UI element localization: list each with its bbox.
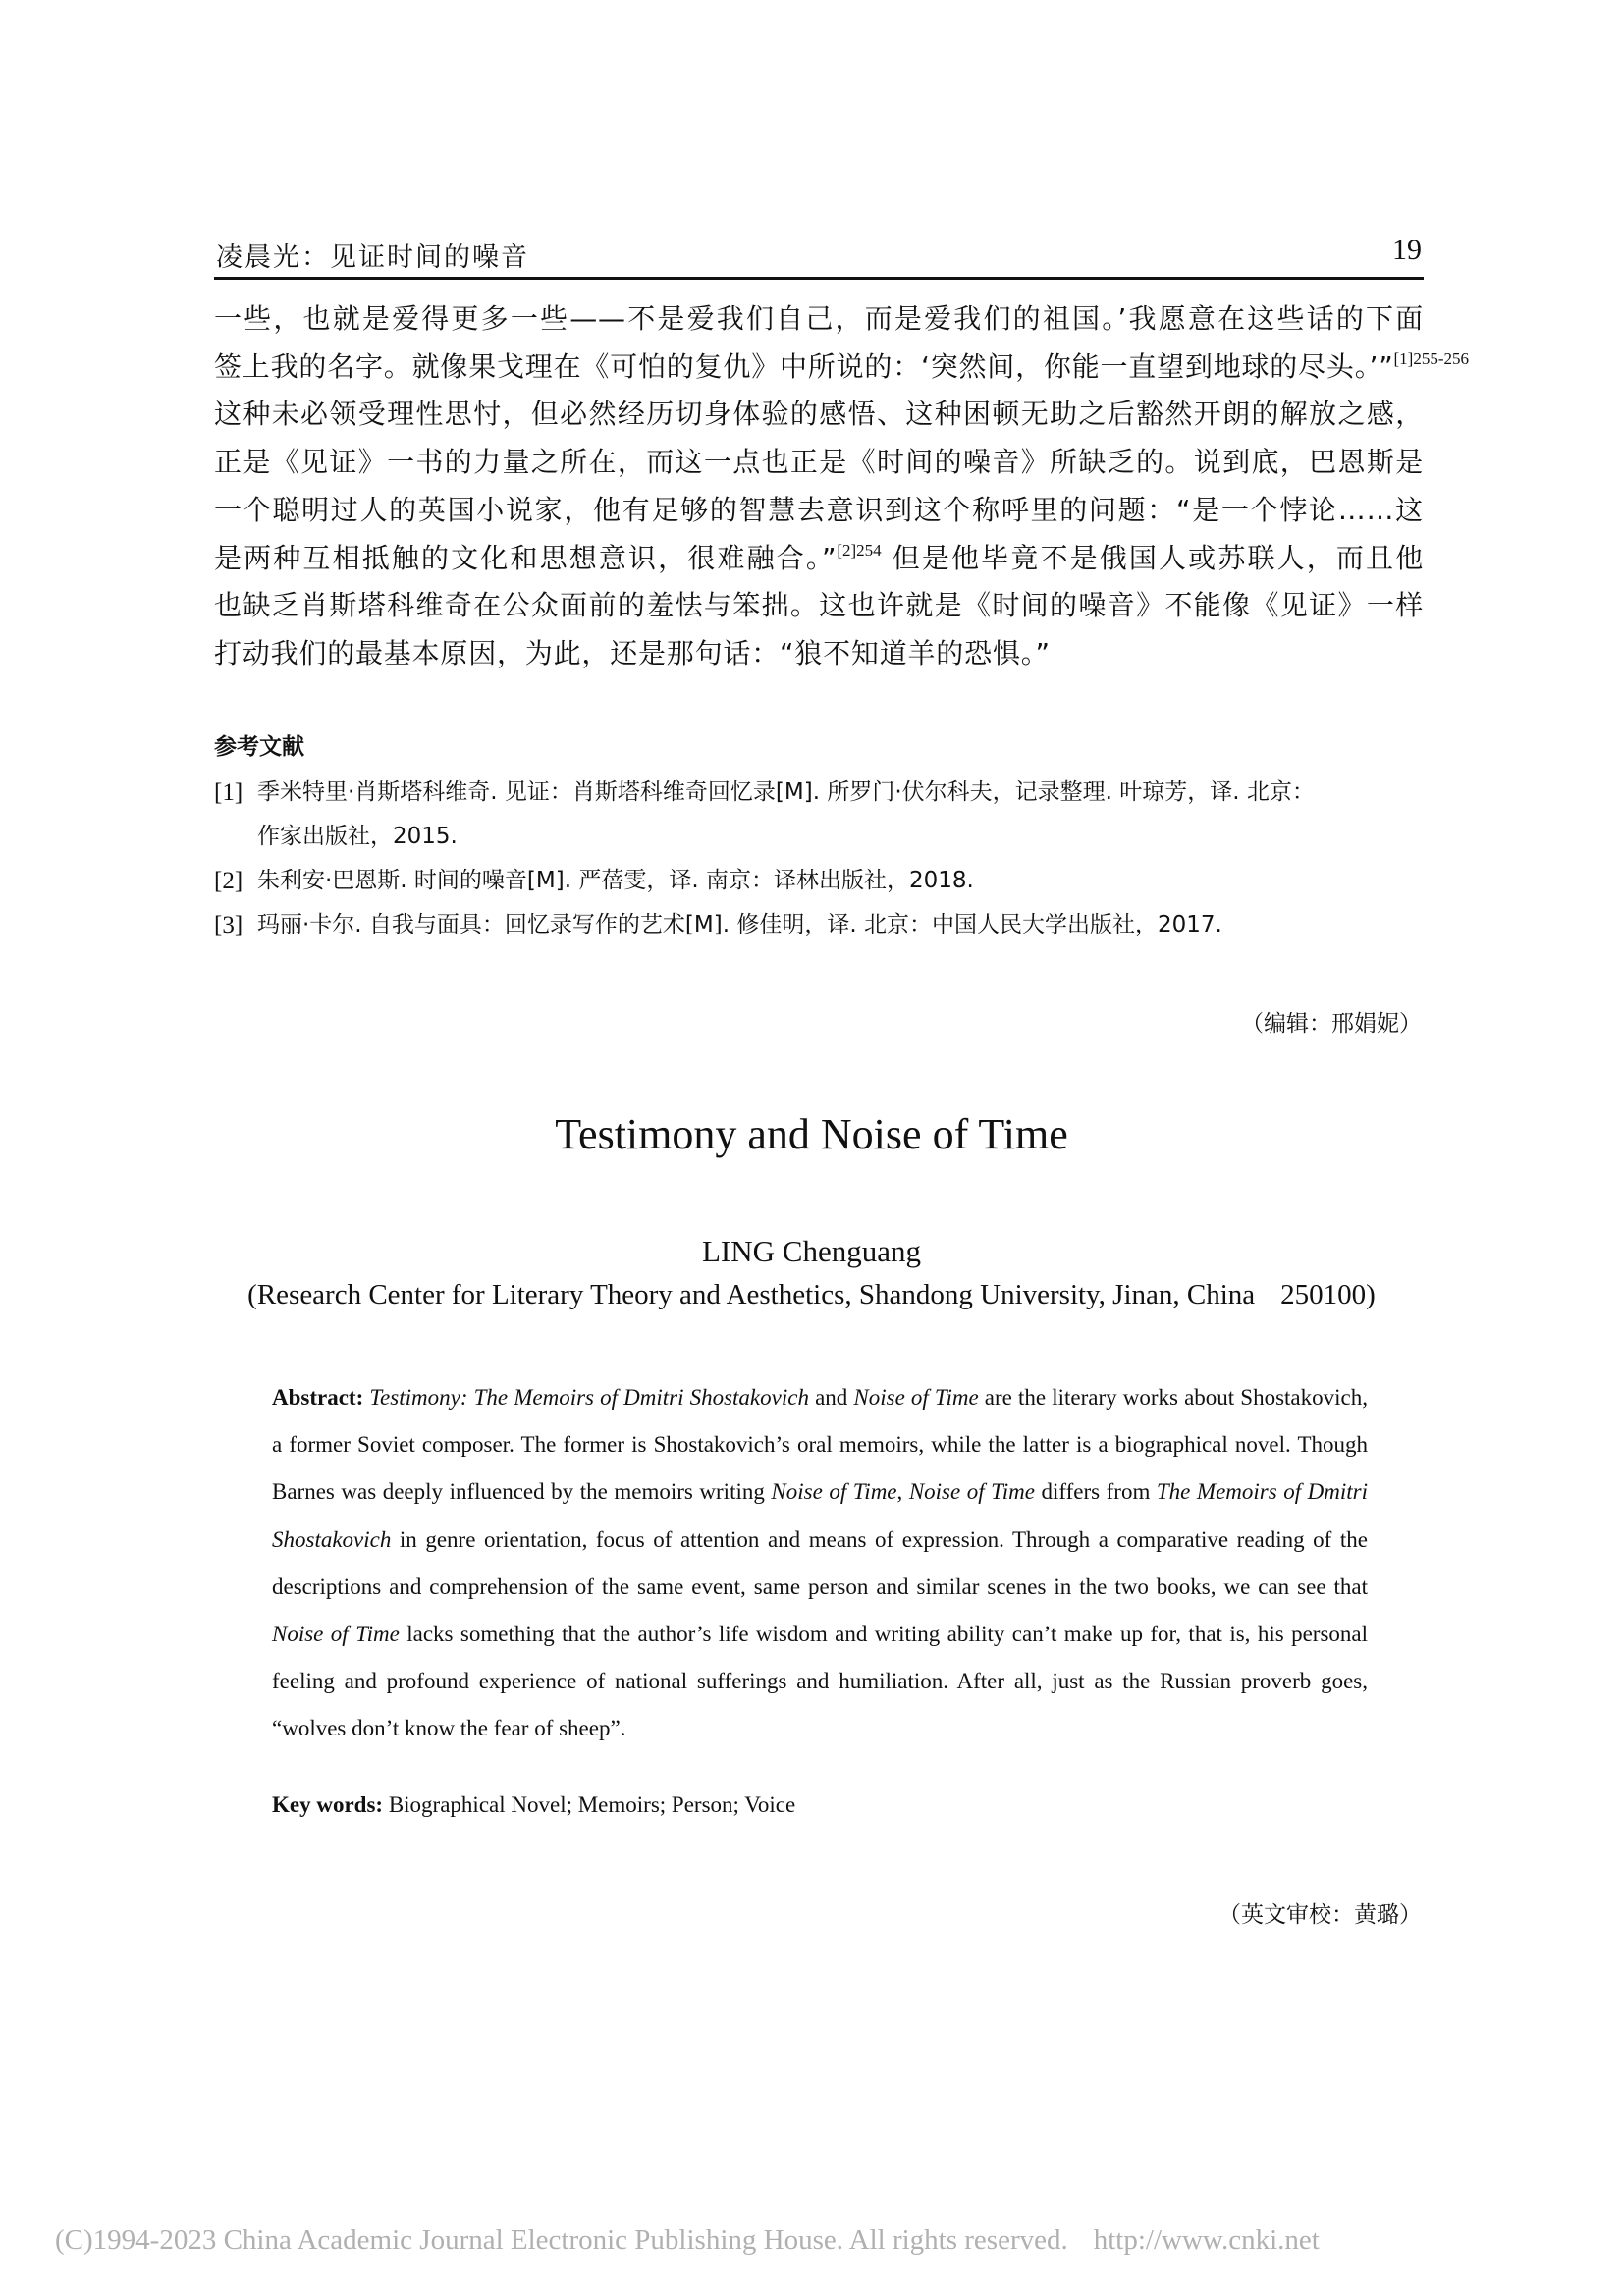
reference-text-continued: 作家出版社，2015. [257, 824, 458, 849]
cnki-url: http://www.cnki.net [1093, 2224, 1320, 2256]
body-line: 也缺乏肖斯塔科维奇在公众面前的羞怯与笨拙。这也许就是《时间的噪音》不能像《见证》一样 [214, 589, 1424, 622]
reference-item [214, 903, 1424, 947]
body-line: 一些，也就是爱得更多一些——不是爱我们自己，而是爱我们的祖国。’我愿意在这些话的下面 [214, 302, 1424, 335]
abstract-italic-title: Noise of Time [853, 1385, 979, 1410]
english-keywords [272, 1792, 795, 1818]
references-list [214, 771, 1424, 947]
abstract-italic-title: Noise of Time [908, 1479, 1035, 1505]
running-title: 凌晨光：见证时间的噪音 [216, 242, 529, 273]
keywords-value: Biographical Novel; Memoirs; Person; Voice [383, 1792, 796, 1817]
reference-number: [2] [214, 868, 243, 894]
keywords-label: Key words: [272, 1792, 384, 1817]
reference-text: 季米特里·肖斯塔科维奇. 见证：肖斯塔科维奇回忆录[M]. 所罗门·伏尔科夫，记录整理. 叶琼芳，译. 北京： [257, 779, 1315, 805]
reference-text: 朱利安·巴恩斯. 时间的噪音[M]. 严蓓雯，译. 南京：译林出版社，2018. [257, 868, 974, 893]
abstract-italic-title: Noise of Time [771, 1479, 897, 1505]
body-line: 正是《见证》一书的力量之所在，而这一点也正是《时间的噪音》所缺乏的。说到底，巴恩斯是 [214, 446, 1424, 479]
page-header [214, 234, 1424, 280]
abstract-text: in genre orientation, focus of attention and means of expression. Through a comparative reading of the descriptions and comprehension of the same event, same person and similar scenes in the two books, we can see that [272, 1526, 1368, 1599]
postcode: 250100) [1280, 1279, 1376, 1310]
body-line: 这种未必领受理性思忖，但必然经历切身体验的感悟、这种困顿无助之后豁然开朗的解放之感， [214, 398, 1424, 431]
page-number: 19 [1392, 234, 1422, 266]
english-abstract [272, 1374, 1368, 1753]
reference-number: [3] [214, 912, 243, 938]
footer-copyright [55, 2224, 1320, 2257]
reference-number: [1] [214, 779, 243, 806]
reference-item [214, 859, 1424, 903]
proofreader-note: （英文审校：黄璐） [1218, 1902, 1422, 1928]
abstract-text: , [896, 1479, 909, 1505]
abstract-italic-title: Noise of Time [272, 1622, 400, 1647]
abstract-label: Abstract: [272, 1385, 364, 1410]
reference-item [214, 771, 1424, 859]
body-text [214, 295, 1469, 678]
english-affiliation: (Research Center for Literary Theory and Aesthetics, Shandong University, Jinan, China 250100) [247, 1279, 1376, 1310]
references-heading: 参考文献 [214, 734, 304, 760]
body-line: 一个聪明过人的英国小说家，他有足够的智慧去意识到这个称呼里的问题：“是一个悖论……这 [214, 493, 1424, 526]
citation-marker: [1]255-256 [1393, 348, 1469, 368]
reference-text: 玛丽·卡尔. 自我与面具：回忆录写作的艺术[M]. 修佳明，译. 北京：中国人民大学出版社，2017. [257, 912, 1222, 937]
abstract-text: differs from [1034, 1479, 1157, 1505]
abstract-italic-title: The Memoirs of Dmitri Shostakovich [272, 1479, 1369, 1552]
english-title: Testimony and Noise of Time [555, 1110, 1068, 1158]
abstract-body [272, 1385, 1368, 1740]
abstract-text: and [808, 1385, 854, 1410]
english-author: LING Chenguang [702, 1234, 921, 1268]
body-line: 打动我们的最基本原因，为此，还是那句话：“狼不知道羊的恐惧。” [214, 636, 1051, 669]
abstract-italic-title: Testimony: The Memoirs of Dmitri Shostakovich [369, 1385, 809, 1410]
citation-marker: [2]254 [837, 540, 882, 560]
abstract-text: are the literary works about Shostakovich, a former Soviet composer. The former is Shostakovich’s oral memoirs, while the latter is a biographical novel. Though Barnes was deeply influenced by the memoirs writing [272, 1385, 1368, 1505]
copyright-text: (C)1994-2023 China Academic Journal Electronic Publishing House. All rights reserved. [55, 2224, 1068, 2256]
abstract-text: lacks something that the author’s life wisdom and writing ability can’t make up for, that is, his personal feeling and profound experience of national sufferings and humiliation. After all, just as the Russian proverb goes, “wolves don’t know the fear of sheep”. [272, 1622, 1368, 1741]
editor-note: （编辑：邢娟妮） [1241, 1011, 1422, 1037]
body-line: 是两种互相抵触的文化和思想意识，很难融合。”$^{[2]254}$ 但是他毕竟不是俄国人或苏联人，而且他 [214, 540, 1424, 574]
body-line: 签上我的名字。就像果戈理在《可怕的复仇》中所说的：‘突然间，你能一直望到地球的尽头。’”$^{[1]255-256}$ [214, 348, 1469, 383]
